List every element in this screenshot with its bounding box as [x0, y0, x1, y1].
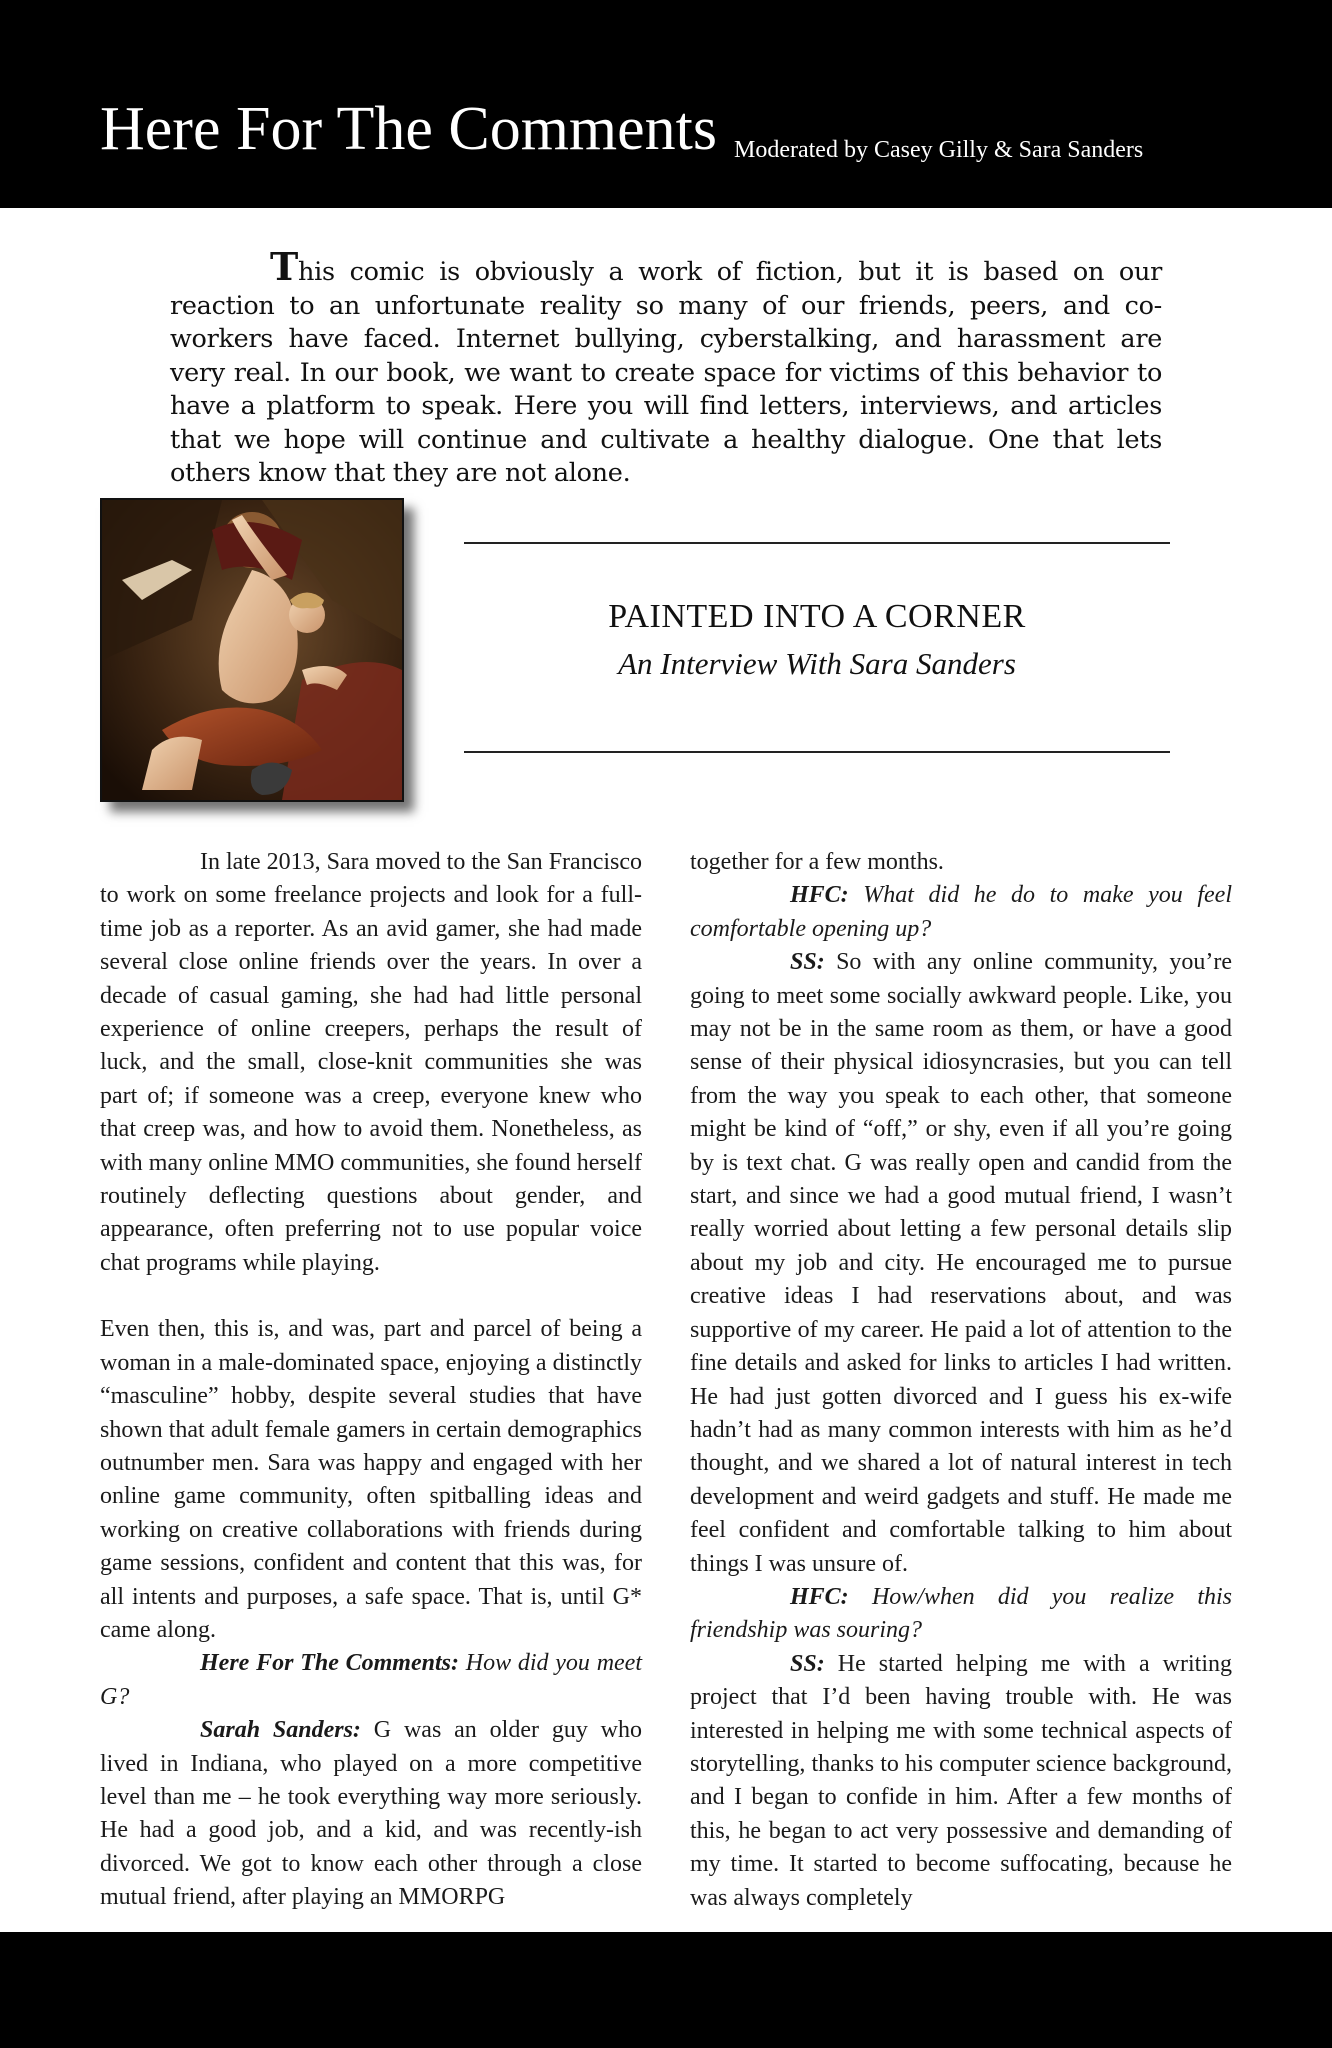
- speaker-label: Sarah Sanders:: [200, 1717, 361, 1744]
- speaker-label: SS:: [790, 1650, 825, 1677]
- intro-dropcap: T: [270, 244, 298, 289]
- intro-text: his comic is obviously a work of fiction, but it is based on our reaction to an unfortunate reality so many of our friends, peers, and co-workers have faced. Internet bullying, cyberstalking, and harassment are very real. In our book, we want to create space for victims of this behavior to have a platform to speak. Here you will find letters, interviews, and articles that we hope will continue and cultivate a healthy dialogue. One that lets others know that they are not alone.: [170, 257, 1162, 488]
- answer-paragraph: [690, 946, 1232, 1581]
- speaker-label: HFC:: [790, 882, 849, 909]
- question-paragraph: [690, 1581, 1232, 1648]
- article-subtitle: An Interview With Sara Sanders: [618, 646, 1016, 681]
- moderators-credit: Moderated by Casey Gilly & Sara Sanders: [734, 137, 1144, 163]
- title-rule-top: [464, 542, 1170, 544]
- right-column: [690, 846, 1232, 1915]
- section-title: Here For The Comments: [100, 95, 718, 163]
- speaker-label: HFC:: [790, 1583, 849, 1610]
- answer-text: So with any online community, you’re going to meet some socially awkward people. Like, you may not be in the same room as them, or have a good sense of their physical idiosyncrasies, but you can tell from the way you speak to each other, that someone might be kind of “off,” or shy, even if all you’re going by is text chat. G was really open and candid from the start, and since we had a good mutual friend, I wasn’t really worried about letting a few personal details slip about my job and city. He encouraged me to pursue creative ideas I had reservations about, and was supportive of my career. He paid a lot of attention to the fine details and asked for links to articles I had written. He had just gotten divorced and I guess his ex-wife hadn’t had as many common interests with him as he’d thought, and we shared a lot of natural interest in tech development and weird gadgets and stuff. He made me feel confident and comfortable talking to him about things I was unsure of.: [690, 949, 1232, 1577]
- intro-paragraph: [170, 244, 1162, 491]
- speaker-label: SS:: [790, 949, 825, 976]
- paragraph: Even then, this is, and was, part and parcel of being a woman in a male-dominated space, enjoying a distinctly “masculine” hobby, despite several studies that have shown that adult female gamers in certain demographics outnumber men. Sara was happy and engaged with her online game community, often spitballing ideas and working on creative collaborations with friends during game sessions, confident and content that this was, for all intents and purposes, a safe space. That is, until G* came along.: [100, 1316, 642, 1643]
- page-footer: [0, 1932, 1332, 2048]
- painting-illustration: [102, 500, 402, 800]
- left-column: [100, 846, 642, 1915]
- article-title: PAINTED INTO A CORNER: [608, 598, 1026, 635]
- answer-paragraph: [690, 1648, 1232, 1915]
- answer-text: He started helping me with a writing project that I’d been having trouble with. He was interested in helping me with some technical aspects of storytelling, thanks to his computer science background, and I began to confide in him. After a few months of this, he began to act very possessive and demanding of my time. It started to become suffocating, because he was always completely: [690, 1650, 1232, 1911]
- speaker-label: Here For The Comments:: [200, 1650, 459, 1677]
- painting-image: [100, 498, 404, 802]
- question-text: What did he do to make you feel comfortable opening up?: [690, 882, 1233, 942]
- question-paragraph: [690, 879, 1232, 946]
- question-text: How/when did you realize this friendship was souring?: [690, 1583, 1233, 1644]
- question-text: How did you meet G?: [100, 1650, 642, 1710]
- page-header: [0, 0, 1332, 208]
- question-paragraph: [100, 1647, 642, 1714]
- paragraph-continued: together for a few months.: [690, 849, 944, 875]
- title-rule-bottom: [464, 751, 1170, 753]
- answer-text: G was an older guy who lived in Indiana, who played on a more competitive level than me – he took everything way more seriously. He had a good job, and a kid, and was recently-ish divorced. We got to know each other through a close mutual friend, after playing an MMORPG: [100, 1717, 643, 1911]
- answer-paragraph: [100, 1714, 642, 1914]
- paragraph: In late 2013, Sara moved to the San Francisco to work on some freelance projects and look for a full-time job as a reporter. As an avid gamer, she had made several close online friends over the years. In over a decade of casual gaming, she had had little personal experience of online creepers, perhaps the result of luck, and the small, close-knit communities she was part of; if someone was a creep, everyone knew who that creep was, and how to avoid them. Nonetheless, as with many online MMO communities, she found herself routinely deflecting questions about gender, and appearance, often preferring not to use popular voice chat programs while playing.: [100, 849, 642, 1276]
